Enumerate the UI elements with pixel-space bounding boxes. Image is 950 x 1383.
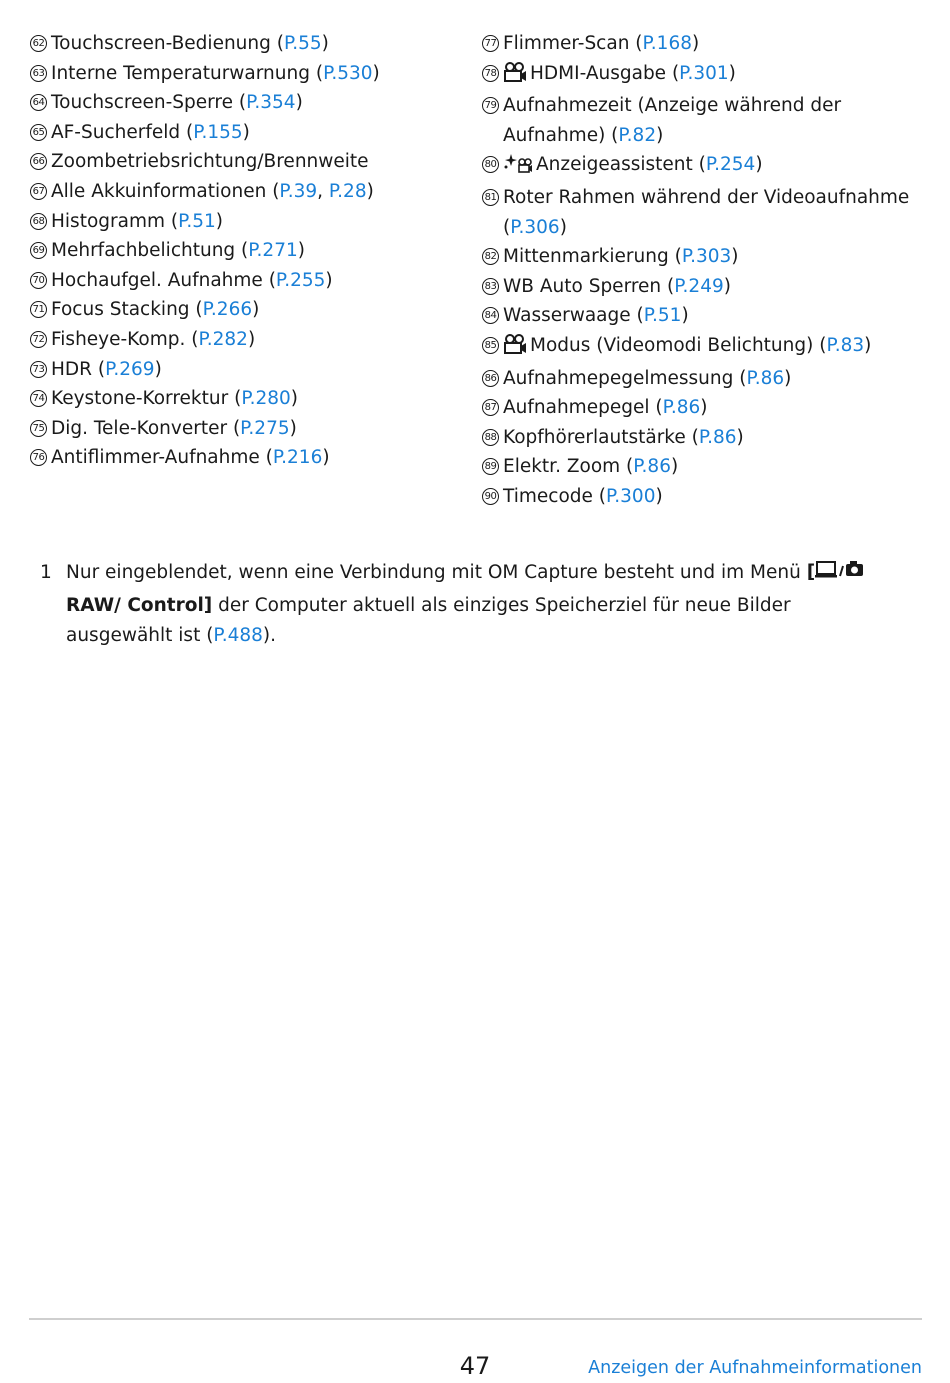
list-item <box>30 88 450 118</box>
item-text <box>503 183 922 242</box>
menu-bracket-open: [ <box>806 562 816 583</box>
item-label: ) <box>784 367 792 389</box>
item-text <box>51 355 450 385</box>
item-label: ) <box>242 121 250 143</box>
list-item <box>30 443 450 473</box>
item-number-circle: 83 <box>482 278 499 295</box>
footnote <box>40 558 900 651</box>
item-number-circle: 72 <box>30 331 47 348</box>
footnote-text-before: Nur eingeblendet, wenn eine Verbindung mit OM Capture besteht und im Menü <box>66 562 807 583</box>
item-label: Timecode ( <box>503 485 606 507</box>
page-reference-link[interactable]: P.282 <box>198 328 248 350</box>
footnote-mark: 1 <box>40 562 52 583</box>
item-number-circle: 89 <box>482 458 499 475</box>
page-reference-link[interactable]: P.82 <box>618 124 657 146</box>
item-text <box>503 59 922 92</box>
page-reference-link[interactable]: P.155 <box>193 121 243 143</box>
item-label: Focus Stacking ( <box>51 299 203 321</box>
item-text <box>51 236 450 266</box>
item-text <box>503 452 922 482</box>
item-label: Keystone-Korrektur ( <box>51 388 242 410</box>
item-number-circle: 70 <box>30 272 47 289</box>
page-reference-link[interactable]: P.306 <box>510 216 560 238</box>
item-label: ) <box>290 388 299 410</box>
item-label: ) <box>700 397 708 419</box>
item-text <box>51 325 450 355</box>
item-number-circle: 87 <box>482 399 499 416</box>
item-text <box>51 384 450 414</box>
item-label: ) <box>655 485 663 507</box>
item-label: ) <box>289 417 297 439</box>
item-label: ) <box>321 33 329 54</box>
item-label: ) <box>864 334 872 356</box>
page-reference-link[interactable]: P.303 <box>681 246 732 268</box>
item-number-circle: 79 <box>482 97 499 114</box>
menu-label: RAW/ Control] <box>66 595 213 616</box>
list-item <box>30 147 450 177</box>
list-item <box>482 331 922 364</box>
page-reference-link[interactable]: P.280 <box>241 388 291 410</box>
item-number-circle: 90 <box>482 488 499 505</box>
list-item <box>482 482 922 512</box>
item-label: ) <box>366 180 374 202</box>
page-reference-link[interactable]: P.271 <box>248 240 298 262</box>
item-number-circle: 80 <box>482 156 499 173</box>
page-reference-link[interactable]: P.51 <box>643 305 682 327</box>
item-label: Aufnahmezeit (Anzeige während der Aufnahme) ( <box>503 95 842 146</box>
list-item <box>30 207 450 237</box>
item-text <box>51 29 450 59</box>
item-label: ) <box>670 456 679 478</box>
item-label: WB Auto Sperren ( <box>503 275 675 297</box>
section-title: Anzeigen der Aufnahmeinformationen <box>588 1358 922 1378</box>
page-reference-link[interactable]: P.168 <box>642 33 692 54</box>
item-text <box>51 266 450 296</box>
item-label: ) <box>755 154 763 176</box>
list-item <box>482 393 922 423</box>
item-number-circle: 75 <box>30 420 47 437</box>
list-item <box>482 272 922 302</box>
list-item <box>482 29 922 59</box>
item-text <box>51 118 450 148</box>
item-number-circle: 84 <box>482 307 499 324</box>
item-label: ) <box>736 426 744 448</box>
page-reference-link[interactable]: P.83 <box>826 334 865 356</box>
computer-camera-icon <box>815 559 865 591</box>
item-label: ) <box>656 124 664 146</box>
footer-rule <box>29 1318 922 1320</box>
item-label: AF-Sucherfeld ( <box>51 121 194 143</box>
page-reference-link[interactable]: P.86 <box>662 397 701 419</box>
item-label: Mittenmarkierung ( <box>503 246 682 268</box>
item-label: Histogramm ( <box>51 210 179 232</box>
list-item <box>30 236 450 266</box>
item-label: ) <box>728 62 736 84</box>
item-text <box>503 242 922 272</box>
sparkle-movie-icon <box>503 153 533 183</box>
item-label: ) <box>322 447 330 469</box>
item-text <box>503 423 922 453</box>
item-label: ) <box>692 33 700 54</box>
item-label: ) <box>372 62 380 84</box>
item-label: Wasserwaage ( <box>503 305 644 327</box>
item-text <box>503 301 922 331</box>
item-text <box>51 207 450 237</box>
item-label: ) <box>297 240 305 262</box>
list-item <box>482 423 922 453</box>
list-item <box>30 59 450 89</box>
page-reference-link[interactable]: P.55 <box>283 33 322 54</box>
item-number-circle: 67 <box>30 183 47 200</box>
item-text <box>503 364 922 394</box>
list-item <box>482 91 922 150</box>
page-reference-link[interactable]: P.266 <box>202 299 253 321</box>
list-item <box>482 150 922 183</box>
list-item <box>30 177 450 207</box>
item-number-circle: 71 <box>30 301 47 318</box>
footnote-text-after: der Computer aktuell als einziges Speicherziel für neue Bilder ausgewählt ist ( <box>66 595 791 646</box>
item-text <box>51 59 450 89</box>
list-item <box>30 29 450 59</box>
item-text <box>51 443 450 473</box>
item-label: ) <box>154 358 162 380</box>
item-number-circle: 77 <box>482 35 499 52</box>
item-label: Modus (Videomodi Belichtung) ( <box>530 334 827 356</box>
item-label: Zoombetriebsrichtung/Brennweite <box>51 151 369 173</box>
item-label: ) <box>252 299 260 321</box>
list-item <box>30 355 450 385</box>
footnote-close: ). <box>262 625 276 646</box>
item-number-circle: 74 <box>30 390 47 407</box>
item-label: Roter Rahmen während der Videoaufnahme ( <box>503 186 910 238</box>
item-text <box>51 88 450 118</box>
right-column <box>482 29 922 512</box>
item-label: ) <box>723 275 731 297</box>
item-label: HDMI-Ausgabe ( <box>530 62 680 84</box>
page-reference-link[interactable]: P.530 <box>323 62 373 84</box>
list-item <box>482 242 922 272</box>
page-reference-link[interactable]: P.301 <box>679 62 729 84</box>
item-label: Hochaufgel. Aufnahme ( <box>51 269 276 291</box>
item-label: Antiflimmer-Aufnahme ( <box>51 447 273 469</box>
list-item <box>30 118 450 148</box>
item-number-circle: 82 <box>482 248 499 265</box>
item-text <box>503 393 922 423</box>
list-item <box>482 452 922 482</box>
item-label: Interne Temperaturwarnung ( <box>51 62 324 84</box>
item-number-circle: 63 <box>30 65 47 82</box>
page-reference-link[interactable]: P.86 <box>698 426 737 448</box>
item-text <box>51 295 450 325</box>
page-reference-link[interactable]: P.254 <box>705 154 756 176</box>
movie-camera-icon <box>503 62 527 92</box>
item-label: , <box>317 180 329 202</box>
item-text <box>503 272 922 302</box>
item-label: Touchscreen-Bedienung ( <box>51 33 284 54</box>
item-text <box>503 482 922 512</box>
footnote-text <box>66 558 900 651</box>
item-number-circle: 73 <box>30 361 47 378</box>
item-number-circle: 76 <box>30 449 47 466</box>
item-text <box>51 147 450 177</box>
item-number-circle: 85 <box>482 337 499 354</box>
page-reference-link[interactable]: P.269 <box>105 358 155 380</box>
item-number-circle: 68 <box>30 213 47 230</box>
item-number-circle: 86 <box>482 370 499 387</box>
page-reference-link[interactable]: P.51 <box>178 210 216 232</box>
item-label: ) <box>247 328 256 350</box>
item-label: Alle Akkuinformationen ( <box>51 180 280 202</box>
item-label: ) <box>681 305 689 327</box>
item-label: Mehrfachbelichtung ( <box>51 240 249 262</box>
page-reference-link[interactable]: P.39 <box>279 180 318 202</box>
list-item <box>482 59 922 92</box>
list-item <box>30 384 450 414</box>
item-text <box>503 331 922 364</box>
page-reference-link[interactable]: P.86 <box>633 456 671 478</box>
page-reference-link[interactable]: P.275 <box>240 417 290 439</box>
list-item <box>482 183 922 242</box>
list-item <box>30 266 450 296</box>
item-text <box>503 29 922 59</box>
item-number-circle: 65 <box>30 124 47 141</box>
movie-camera-icon <box>503 334 527 364</box>
item-number-circle: 81 <box>482 189 499 206</box>
list-item <box>30 325 450 355</box>
item-label: Flimmer-Scan ( <box>503 33 643 54</box>
footnote-link[interactable]: P.488 <box>213 625 263 646</box>
item-label: ) <box>731 246 739 268</box>
list-item <box>30 414 450 444</box>
item-label: ) <box>559 216 567 238</box>
item-label: Aufnahmepegel ( <box>503 397 663 419</box>
item-label: Kopfhörerlautstärke ( <box>503 426 699 448</box>
item-label: Dig. Tele-Konverter ( <box>51 417 241 439</box>
left-column <box>30 29 450 473</box>
item-label: ) <box>295 92 303 114</box>
page-reference-link[interactable]: P.86 <box>746 367 785 389</box>
page-reference-link[interactable]: P.354 <box>246 92 296 114</box>
item-number-circle: 78 <box>482 65 499 82</box>
item-text <box>503 150 922 183</box>
item-label: HDR ( <box>51 358 106 380</box>
item-number-circle: 88 <box>482 429 499 446</box>
item-number-circle: 62 <box>30 35 47 52</box>
list-item <box>482 364 922 394</box>
page-reference-link[interactable]: P.216 <box>272 447 323 469</box>
list-item <box>482 301 922 331</box>
item-label: Elektr. Zoom ( <box>503 456 634 478</box>
item-number-circle: 69 <box>30 242 47 259</box>
page-reference-link[interactable]: P.300 <box>606 485 656 507</box>
item-label: Fisheye-Komp. ( <box>51 328 199 350</box>
item-label: ) <box>325 269 333 291</box>
item-text <box>503 91 922 150</box>
list-item <box>30 295 450 325</box>
page-reference-link[interactable]: P.255 <box>275 269 326 291</box>
item-label: Aufnahmepegelmessung ( <box>503 367 747 389</box>
item-text <box>51 177 450 207</box>
page-reference-link[interactable]: P.28 <box>328 180 367 202</box>
item-number-circle: 64 <box>30 94 47 111</box>
item-label: ) <box>215 210 224 232</box>
item-number-circle: 66 <box>30 153 47 170</box>
page-number: 47 <box>459 1352 491 1380</box>
item-label: Touchscreen-Sperre ( <box>51 92 247 114</box>
item-text <box>51 414 450 444</box>
page-reference-link[interactable]: P.249 <box>674 275 724 297</box>
item-label: Anzeigeassistent ( <box>536 154 706 176</box>
